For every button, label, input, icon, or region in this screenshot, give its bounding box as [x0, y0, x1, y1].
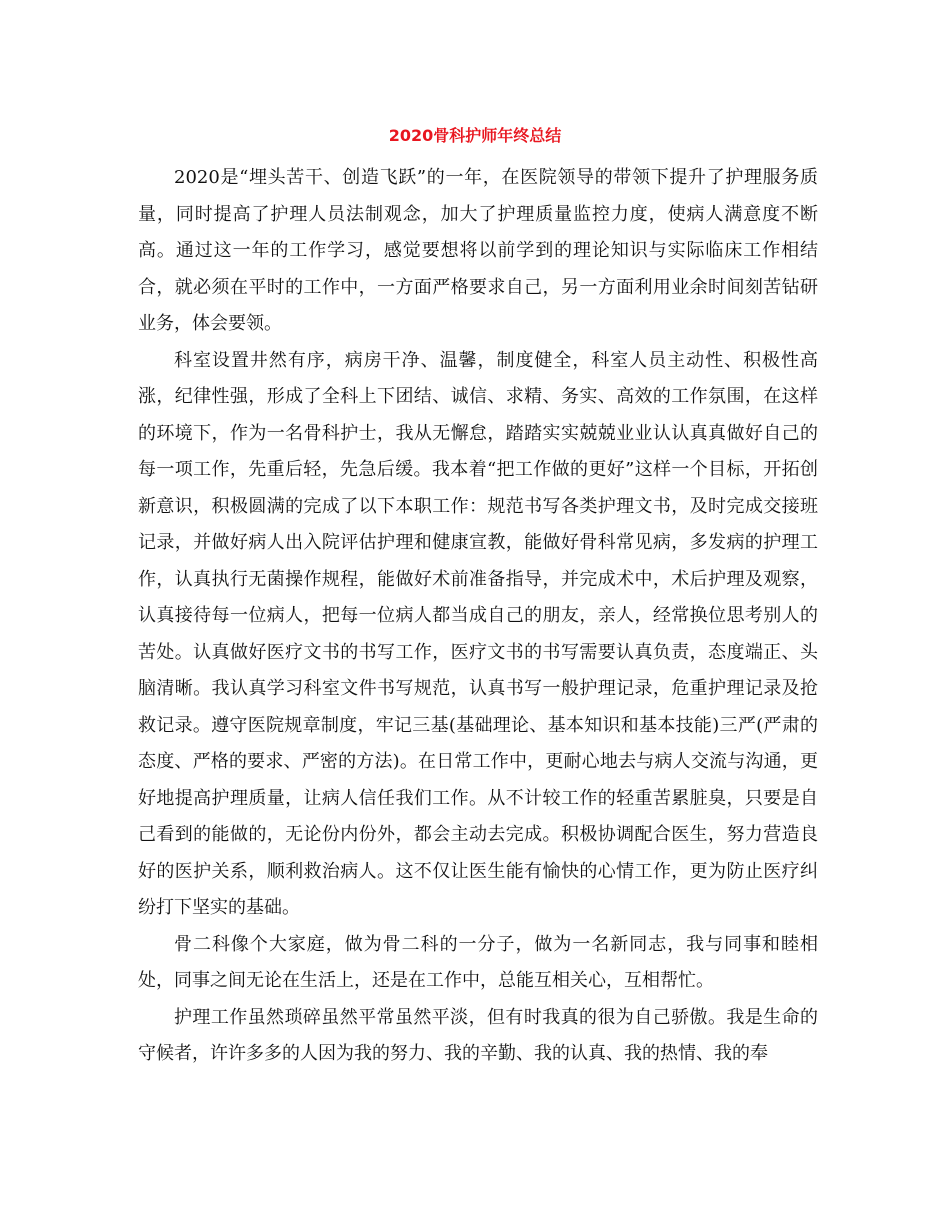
paragraph: 2020是“埋头苦干、创造飞跃”的一年，在医院领导的带领下提升了护理服务质量，同时提高了护理人员法制观念，加大了护理质量监控力度，使病人满意度不断高。通过这一年的工作学习，感觉要想将以前学到的理论知识与实际临床工作相结合，就必须在平时的工作中，一方面严格要求自己，另一方面利用业余时间刻苦钻研业务，体会要领。	[138, 167, 818, 334]
document-title: 2020骨科护师年终总结	[388, 126, 562, 145]
paragraph: 科室设置井然有序，病房干净、温馨，制度健全，科室人员主动性、积极性高涨，纪律性强，形成了全科上下团结、诚信、求精、务实、高效的工作氛围，在这样的环境下，作为一名骨科护士，我从无懈怠，踏踏实实兢兢业业认认真真做好自己的每一项工作，先重后轻，先急后缓。我本着“把工作做的更好”这样一个目标，开拓创新意识，积极圆满的完成了以下本职工作：规范书写各类护理文书，及时完成交接班记录，并做好病人出入院评估护理和健康宣教，能做好骨科常见病，多发病的护理工作，认真执行无菌操作规程，能做好术前准备指导，并完成术中，术后护理及观察，认真接待每一位病人，把每一位病人都当成自己的朋友，亲人，经常换位思考别人的苦处。认真做好医疗文书的书写工作，医疗文书的书写需要认真负责，态度端正、头脑清晰。我认真学习科室文件书写规范，认真书写一般护理记录，危重护理记录及抢救记录。遵守医院规章制度，牢记三基(基础理论、基本知识和基本技能)三严(严肃的态度、严格的要求、严密的方法)。在日常工作中，更耐心地去与病人交流与沟通，更好地提高护理质量，让病人信任我们工作。从不计较工作的轻重苦累脏臭，只要是自己看到的能做的，无论份内份外，都会主动去完成。积极协调配合医生，努力营造良好的医护关系，顺利救治病人。这不仅让医生能有愉快的心情工作，更为防止医疗纠纷打下坚实的基础。	[138, 349, 818, 918]
paragraph: 骨二科像个大家庭，做为骨二科的一分子，做为一名新同志，我与同事和睦相处，同事之间无论在生活上，还是在工作中，总能互相关心，互相帮忙。	[138, 933, 818, 991]
paragraph: 护理工作虽然琐碎虽然平常虽然平淡，但有时我真的很为自己骄傲。我是生命的守候者，许许多多的人因为我的努力、我的辛勤、我的认真、我的热情、我的奉	[138, 1006, 818, 1064]
document-body	[138, 160, 818, 1073]
